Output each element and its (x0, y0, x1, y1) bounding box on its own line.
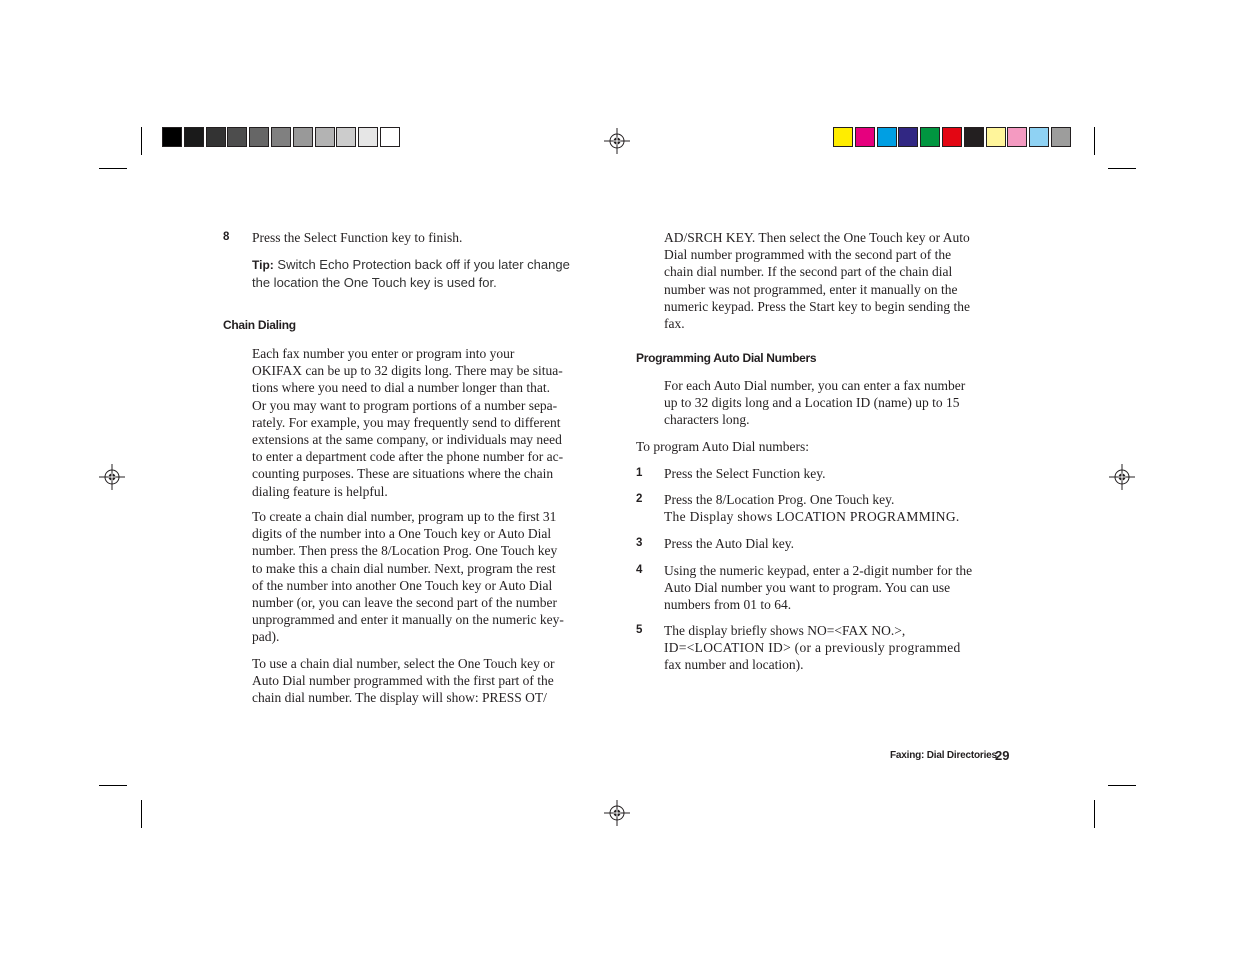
calibration-swatch (1029, 127, 1049, 147)
text-line: numeric keypad. Press the Start key to begin sending the (664, 298, 970, 314)
tip-text: the location the One Touch key is used for. (252, 275, 497, 290)
calibration-swatch (964, 127, 984, 147)
text-line: For each Auto Dial number, you can enter a fax number (664, 378, 966, 393)
to-program-label: To program Auto Dial numbers: (636, 439, 810, 454)
crop-mark (99, 168, 127, 169)
calibration-swatch (293, 127, 313, 147)
chain-paragraph-3 (252, 655, 554, 707)
section-heading-chain-dialing: Chain Dialing (223, 318, 296, 332)
text-line: pad). (252, 629, 280, 645)
calibration-swatch (271, 127, 291, 147)
text-line: counting purposes. These are situations where the chain (252, 466, 554, 482)
text-line: number (or, you can leave the second part of the number (252, 595, 557, 611)
text-line: numbers from 01 to 64. (664, 597, 792, 613)
section-heading-programming-auto-dial: Programming Auto Dial Numbers (636, 351, 817, 365)
calibration-swatch (833, 127, 853, 147)
tip-text: Switch Echo Protection back off if you later change (273, 257, 570, 272)
chain-paragraph-1 (252, 345, 563, 500)
text-line: chain dial number. The display will show: PRESS OT/ (252, 690, 547, 706)
calibration-swatch (162, 127, 182, 147)
step-3-text (664, 535, 794, 552)
text-line: To create a chain dial number, program up to the first 31 (252, 509, 557, 524)
text-line: Press the 8/Location Prog. One Touch key. (664, 492, 895, 507)
crop-mark (99, 785, 127, 786)
text-line: number. Then press the 8/Location Prog. One Touch key (252, 543, 558, 559)
text-line: dialing feature is helpful. (252, 483, 388, 499)
text-line: The Display shows LOCATION PROGRAMMING. (664, 509, 960, 525)
text-line: Auto Dial number you want to program. You can use (664, 580, 951, 596)
text-line: To use a chain dial number, select the One Touch key or (252, 656, 555, 671)
text-line: Using the numeric keypad, enter a 2-digit number for the (664, 563, 973, 578)
page-number: 29 (995, 748, 1010, 763)
step-number: 2 (636, 493, 643, 505)
crop-mark (1094, 127, 1095, 155)
step-5-text (664, 622, 961, 674)
running-footer: Faxing: Dial Directories (890, 750, 997, 761)
text-line: Each fax number you enter or program into your (252, 346, 515, 361)
tip-label: Tip: (252, 258, 274, 272)
tip (252, 256, 570, 291)
text-line: ID=<LOCATION ID> (or a previously programmed (664, 640, 961, 656)
registration-mark-icon (99, 464, 125, 490)
calibration-swatch (1051, 127, 1071, 147)
text-line: Or you may want to program portions of a number sepa- (252, 397, 558, 413)
step-2-text (664, 491, 960, 525)
text-line: The display briefly shows NO=<FAX NO.>, (664, 623, 906, 638)
calibration-swatch (380, 127, 400, 147)
step-number: 4 (636, 564, 643, 576)
text-line: to make this a chain dial number. Next, program the rest (252, 560, 556, 576)
text-line: OKIFAX can be up to 32 digits long. There may be situa- (252, 363, 563, 379)
step-number: 1 (636, 467, 643, 479)
text-line: chain dial number. If the second part of the chain dial (664, 264, 953, 280)
step-number: 3 (636, 537, 643, 549)
calibration-swatch (206, 127, 226, 147)
text-line: extensions at the same company, or individuals may need (252, 432, 562, 448)
crop-mark (141, 800, 142, 828)
text-line: tions where you need to dial a number longer than that. (252, 380, 551, 396)
step-number: 8 (223, 231, 230, 243)
registration-mark-icon (604, 800, 630, 826)
text-line: to enter a department code after the phone number for ac- (252, 449, 564, 465)
step-text: Press the Select Function key to finish. (252, 230, 463, 245)
calibration-swatch (315, 127, 335, 147)
registration-mark-icon (604, 128, 630, 154)
crop-mark (141, 127, 142, 155)
calibration-swatch (184, 127, 204, 147)
calibration-swatch (358, 127, 378, 147)
text-line: number was not programmed, enter it manually on the (664, 281, 958, 297)
calibration-swatch (877, 127, 897, 147)
auto-dial-intro (664, 377, 965, 429)
text-line: AD/SRCH KEY. Then select the One Touch key or Auto (664, 230, 970, 245)
calibration-swatch (898, 127, 918, 147)
text-line: Press the Auto Dial key. (664, 536, 794, 551)
step-4-text (664, 562, 972, 614)
calibration-swatch (227, 127, 247, 147)
text-line: rately. For example, you may frequently send to different (252, 414, 561, 430)
calibration-swatch (336, 127, 356, 147)
text-line: unprogrammed and enter it manually on the numeric key- (252, 612, 564, 628)
step-number: 5 (636, 624, 643, 636)
step-1-text (664, 465, 825, 482)
calibration-swatch (249, 127, 269, 147)
chain-paragraph-2 (252, 508, 564, 646)
calibration-swatch (1007, 127, 1027, 147)
calibration-swatch (920, 127, 940, 147)
crop-mark (1108, 168, 1136, 169)
text-line: up to 32 digits long and a Location ID (name) up to 15 (664, 395, 960, 411)
text-line: fax number and location). (664, 657, 804, 673)
crop-mark (1108, 785, 1136, 786)
chain-paragraph-continued (664, 229, 970, 332)
text-line: Press the Select Function key. (664, 466, 826, 481)
calibration-swatch (855, 127, 875, 147)
text-line: characters long. (664, 412, 750, 428)
text-line: Dial number programmed with the second part of the (664, 247, 952, 263)
calibration-swatch (942, 127, 962, 147)
registration-mark-icon (1109, 464, 1135, 490)
calibration-swatch (986, 127, 1006, 147)
text-line: Auto Dial number programmed with the first part of the (252, 673, 554, 689)
text-line: of the number into another One Touch key or Auto Dial (252, 577, 553, 593)
crop-mark (1094, 800, 1095, 828)
text-line: digits of the number into a One Touch key or Auto Dial (252, 526, 552, 542)
text-line: fax. (664, 316, 685, 332)
